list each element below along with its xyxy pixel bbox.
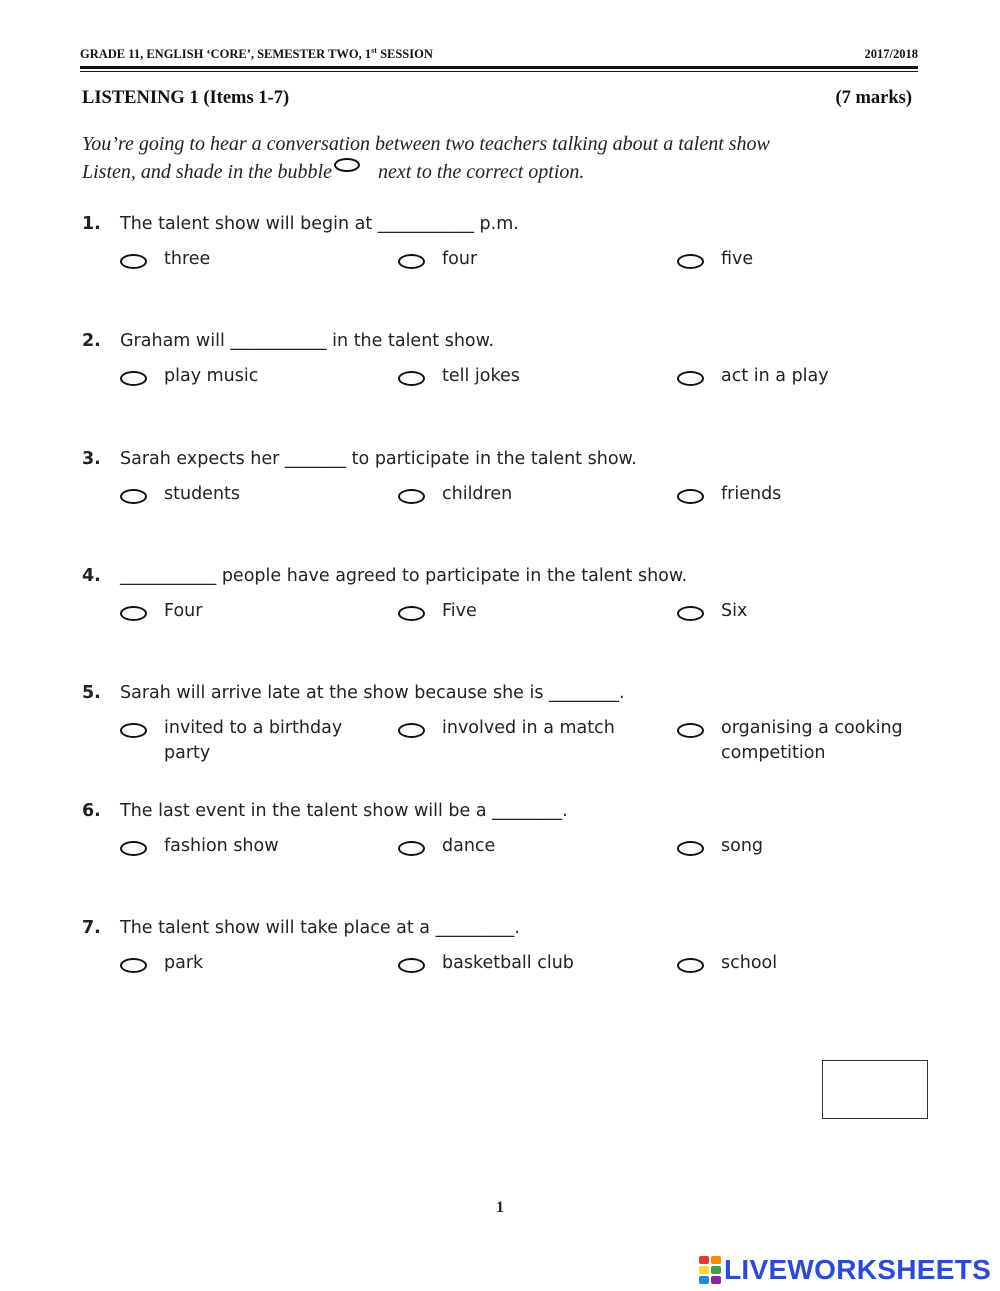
logo-block <box>711 1276 721 1284</box>
option-bubble-c[interactable] <box>677 834 921 859</box>
bubble-icon[interactable] <box>120 958 147 973</box>
option-bubble-a[interactable] <box>120 364 384 389</box>
option-label: five <box>721 249 754 269</box>
option-bubble-c[interactable] <box>677 951 921 976</box>
option-label: play music <box>164 366 259 386</box>
score-box <box>822 1060 928 1119</box>
header-year: 2017/2018 <box>864 47 918 62</box>
option-label: fashion show <box>164 836 279 856</box>
bubble-icon[interactable] <box>120 371 147 386</box>
option-label: three <box>164 249 211 269</box>
section-title: LISTENING 1 (Items 1-7) <box>82 88 290 108</box>
option-bubble-c[interactable] <box>677 599 921 624</box>
question-7 <box>82 916 932 1011</box>
option-label: invited to a birthday party <box>164 718 343 763</box>
question-number: 1. <box>82 214 101 234</box>
logo-block <box>699 1256 709 1264</box>
option-label: dance <box>442 836 496 856</box>
option-label: school <box>721 953 778 973</box>
page-number: 1 <box>496 1199 504 1216</box>
option-label: basketball club <box>442 953 574 973</box>
question-number: 3. <box>82 449 101 469</box>
bubble-icon[interactable] <box>677 958 704 973</box>
option-label: friends <box>721 484 782 504</box>
option-label: park <box>164 953 204 973</box>
bubble-icon[interactable] <box>120 254 147 269</box>
bubble-icon[interactable] <box>677 723 704 738</box>
section-heading <box>82 88 912 109</box>
option-bubble-a[interactable] <box>120 482 384 507</box>
option-bubble-c[interactable] <box>677 364 921 389</box>
bubble-icon[interactable] <box>677 254 704 269</box>
bubble-icon[interactable] <box>398 723 425 738</box>
bubble-icon <box>334 158 360 172</box>
option-bubble-a[interactable] <box>120 599 384 624</box>
option-bubble-b[interactable] <box>398 482 662 507</box>
instructions <box>82 130 912 186</box>
option-label: act in a play <box>721 366 829 386</box>
option-bubble-a[interactable] <box>120 951 384 976</box>
page-header <box>80 46 918 62</box>
option-bubble-a[interactable] <box>120 834 384 859</box>
brand-name: LIVEWORKSHEETS <box>724 1254 992 1285</box>
option-label: Four <box>164 601 203 621</box>
bubble-icon[interactable] <box>120 723 147 738</box>
bubble-icon[interactable] <box>398 254 425 269</box>
bubble-icon[interactable] <box>398 371 425 386</box>
question-text: Sarah will arrive late at the show because she is ________. <box>120 683 625 703</box>
option-bubble-b[interactable] <box>398 834 662 859</box>
header-exam-title: GRADE 11, ENGLISH ‘CORE’, SEMESTER TWO, 1st SESSION <box>80 46 433 62</box>
option-label: students <box>164 484 241 504</box>
bubble-icon[interactable] <box>398 489 425 504</box>
question-number: 7. <box>82 918 101 938</box>
question-2 <box>82 329 932 424</box>
question-text: The talent show will take place at a _________. <box>120 918 520 938</box>
bubble-icon[interactable] <box>120 606 147 621</box>
bubble-icon[interactable] <box>120 841 147 856</box>
header-rule-thin <box>80 71 918 72</box>
question-text: The talent show will begin at ___________ p.m. <box>120 214 519 234</box>
option-bubble-b[interactable] <box>398 716 662 741</box>
option-bubble-b[interactable] <box>398 364 662 389</box>
question-5 <box>82 681 932 776</box>
option-label: organising a cooking competition <box>721 718 903 763</box>
liveworksheets-logo-icon <box>698 1255 722 1285</box>
option-label: Five <box>442 601 477 621</box>
question-3 <box>82 447 932 542</box>
question-number: 2. <box>82 331 101 351</box>
option-label: involved in a match <box>442 718 615 738</box>
bubble-icon[interactable] <box>677 371 704 386</box>
question-text: The last event in the talent show will be a ________. <box>120 801 568 821</box>
option-bubble-c[interactable] <box>677 716 916 766</box>
option-bubble-a[interactable] <box>120 247 384 272</box>
option-bubble-b[interactable] <box>398 951 662 976</box>
bubble-icon[interactable] <box>398 841 425 856</box>
header-rule-thick <box>80 66 918 69</box>
bubble-icon[interactable] <box>398 958 425 973</box>
question-number: 6. <box>82 801 101 821</box>
question-number: 5. <box>82 683 101 703</box>
question-text: Sarah expects her _______ to participate in the talent show. <box>120 449 637 469</box>
option-bubble-a[interactable] <box>120 716 369 766</box>
bubble-icon[interactable] <box>120 489 147 504</box>
logo-block <box>711 1256 721 1264</box>
logo-block <box>711 1266 721 1274</box>
question-text: ___________ people have agreed to participate in the talent show. <box>120 566 688 586</box>
instructions-line-2: Listen, and shade in the bubble next to the correct option. <box>82 158 912 186</box>
question-number: 4. <box>82 566 101 586</box>
section-marks: (7 marks) <box>835 88 912 108</box>
option-label: four <box>442 249 478 269</box>
option-bubble-b[interactable] <box>398 599 662 624</box>
question-1 <box>82 212 932 307</box>
bubble-icon[interactable] <box>677 489 704 504</box>
liveworksheets-brand[interactable] <box>698 1254 991 1286</box>
bubble-icon[interactable] <box>677 841 704 856</box>
option-label: Six <box>721 601 748 621</box>
option-bubble-c[interactable] <box>677 247 921 272</box>
question-6 <box>82 799 932 894</box>
option-bubble-c[interactable] <box>677 482 921 507</box>
bubble-icon[interactable] <box>677 606 704 621</box>
instructions-line-1: You’re going to hear a conversation between two teachers talking about a talent show <box>82 133 770 155</box>
option-bubble-b[interactable] <box>398 247 662 272</box>
option-label: tell jokes <box>442 366 520 386</box>
option-label: children <box>442 484 513 504</box>
question-text: Graham will ___________ in the talent show. <box>120 331 494 351</box>
bubble-icon[interactable] <box>398 606 425 621</box>
logo-block <box>699 1276 709 1284</box>
question-4 <box>82 564 932 659</box>
option-label: song <box>721 836 764 856</box>
logo-block <box>699 1266 709 1274</box>
